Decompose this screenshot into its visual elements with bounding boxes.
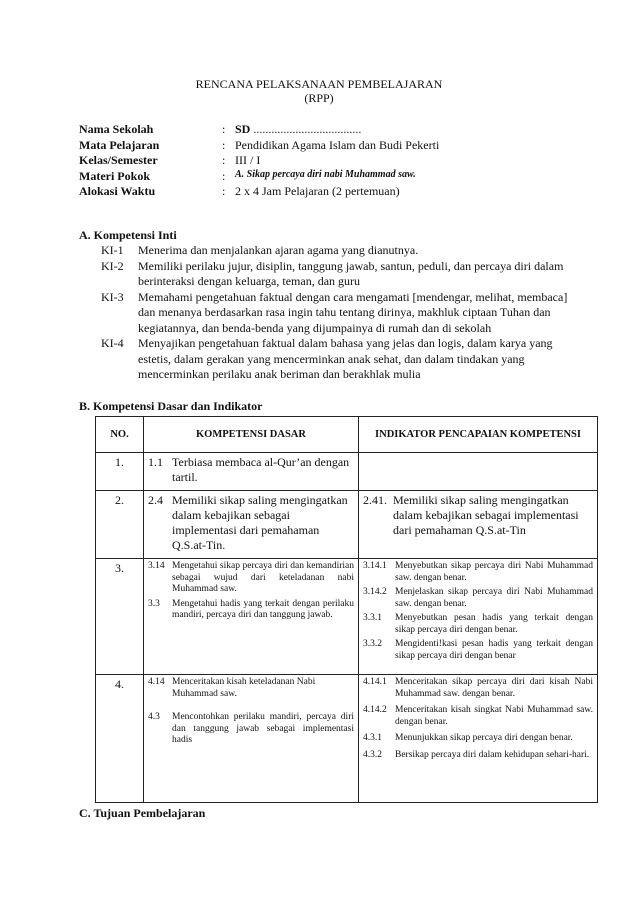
table-row <box>96 491 598 559</box>
ki-text: Menerima dan menjalankan ajaran agama yang dianutnya. <box>138 243 419 257</box>
list-item <box>101 336 571 383</box>
document-title <box>0 77 638 105</box>
info-value: A. Sikap percaya diri nabi Muhammad saw. <box>235 168 416 180</box>
ki-code: KI-4 <box>101 336 124 350</box>
info-key: Nama Sekolah <box>79 122 154 136</box>
table-row <box>96 453 598 491</box>
indicator-entry: 3.14.2 Menjelaskan sikap percaya diri Nabi Muhammad saw. dengan benar. <box>363 587 593 609</box>
kd-entry: 1.1 Terbiasa membaca al-Qur’an dengan tartil. <box>148 455 350 484</box>
kd-cell <box>144 491 359 559</box>
info-key: Alokasi Waktu <box>79 184 156 198</box>
ki-text: Memiliki perilaku jujur, disiplin, tanggung jawab, santun, peduli, dan percaya diri dalam berinteraksi dengan keluarga, teman, dan guru <box>138 258 564 288</box>
section-b-heading: B. Kompetensi Dasar dan Indikator <box>79 399 263 413</box>
row-number: 3. <box>96 559 144 675</box>
ki-code: KI-3 <box>101 289 124 304</box>
kd-cell <box>144 675 359 803</box>
ki-code: KI-2 <box>101 258 124 273</box>
ki-code: KI-1 <box>101 243 124 257</box>
row-number: 4. <box>96 675 144 803</box>
table-header-row <box>96 417 598 453</box>
info-colon: : <box>222 168 226 183</box>
info-key: Kelas/Semester <box>79 153 158 167</box>
header-indicator: INDIKATOR PENCAPAIAN KOMPETENSI <box>359 417 598 453</box>
info-key: Mata Pelajaran <box>79 137 160 152</box>
indicator-entry: 2.41. Memiliki sikap saling mengingatkan dalam kebajikan sebagai implementasi dari pemahaman Q.S.at-Tin <box>363 493 579 537</box>
table-row <box>96 675 598 803</box>
info-colon: : <box>222 137 226 152</box>
info-colon: : <box>222 184 226 198</box>
list-item <box>101 290 571 337</box>
info-value: III / I <box>235 153 261 167</box>
ki-text: Menyajikan pengetahuan faktual dalam bahasa yang jelas dan logis, dalam karya yang estetis, dalam gerakan yang mencerminkan anak sehat, dan dalam tindakan yang mencerminkan perilaku anak beriman dan berakhlak mulia <box>138 336 553 381</box>
info-value: SD .................................... <box>235 122 362 136</box>
ki-list <box>101 243 571 383</box>
row-number: 1. <box>96 453 144 491</box>
info-colon: : <box>222 122 226 136</box>
kd-entry: 4.14 Menceritakan kisah keteladanan Nabi Muhammad saw. <box>148 677 316 699</box>
header-no: NO. <box>96 417 144 453</box>
info-row <box>79 184 559 200</box>
indicator-entry: 4.3.1 Menunjukkan sikap percaya diri dengan benar. <box>363 733 573 743</box>
table-row <box>96 559 598 675</box>
info-value: Pendidikan Agama Islam dan Budi Pekerti <box>235 137 440 152</box>
section-c-heading: C. Tujuan Pembelajaran <box>79 806 206 820</box>
header-kd: KOMPETENSI DASAR <box>144 417 359 453</box>
kd-entry: 3.3 Mengetahui hadis yang terkait dengan perilaku mandiri, percaya diri dan tanggung jawab. <box>148 598 354 620</box>
list-item <box>101 243 571 259</box>
indicator-entry: 4.14.1 Menceritakan sikap percaya diri dari kisah Nabi Muhammad saw. dengan benar. <box>363 677 593 699</box>
title-line-2: (RPP) <box>304 91 334 105</box>
info-colon: : <box>222 153 226 167</box>
info-row <box>79 153 559 169</box>
indicator-cell <box>359 559 598 675</box>
list-item <box>101 259 571 290</box>
identity-block <box>79 122 559 200</box>
indicator-entry: 4.14.2 Menceritakan kisah singkat Nabi Muhammad saw. dengan benar. <box>363 705 593 727</box>
kd-cell <box>144 453 359 491</box>
indicator-entry: 3.3.1 Menyebutkan pesan hadis yang terkait dengan sikap percaya diri dengan benar. <box>363 613 593 635</box>
info-value: 2 x 4 Jam Pelajaran (2 pertemuan) <box>235 184 400 198</box>
info-row <box>79 122 559 138</box>
info-row <box>79 138 559 154</box>
title-line-1: RENCANA PELAKSANAAN PEMBELAJARAN <box>195 77 443 91</box>
indicator-entry: 3.14.1 Menyebutkan sikap percaya diri Nabi Muhammad saw. dengan benar. <box>363 561 593 583</box>
kd-cell <box>144 559 359 675</box>
indicator-entry: 3.3.2 Mengidenti!kasi pesan hadis yang terkait dengan sikap percaya diri dengan benar <box>363 639 593 661</box>
indicator-entry: 4.3.2 Bersikap percaya diri dalam kehidupan sehari-hari. <box>363 749 590 760</box>
section-a-heading: A. Kompetensi Inti <box>79 228 177 242</box>
info-row <box>79 169 559 185</box>
kd-entry: 4.3 Mencontohkan perilaku mandiri, percaya diri dan tanggung jawab sebagai implementasi hadis <box>148 712 354 745</box>
row-number: 2. <box>96 491 144 559</box>
info-key: Materi Pokok <box>79 168 150 183</box>
ki-text: Memahami pengetahuan faktual dengan cara mengamati [mendengar, melihat, membaca] dan menanya berdasarkan rasa ingin tahu tentang dirinya, makhluk ciptaan Tuhan dan kegiatannya, dan benda-benda yang dijumpainya di rumah dan di sekolah <box>138 289 568 335</box>
kd-entry: 3.14 Mengetahui sikap percaya diri dan kemandirian sebagai wujud dari keteladanan nabi Muhammad saw. <box>148 561 354 594</box>
indicator-cell <box>359 491 598 559</box>
indicator-cell <box>359 675 598 803</box>
indicator-cell <box>359 453 598 491</box>
kd-table <box>95 416 598 803</box>
kd-entry: 2.4 Memiliki sikap saling mengingatkan dalam kebajikan sebagai implementasi dari pemahaman Q.S.at-Tin. <box>148 493 348 552</box>
